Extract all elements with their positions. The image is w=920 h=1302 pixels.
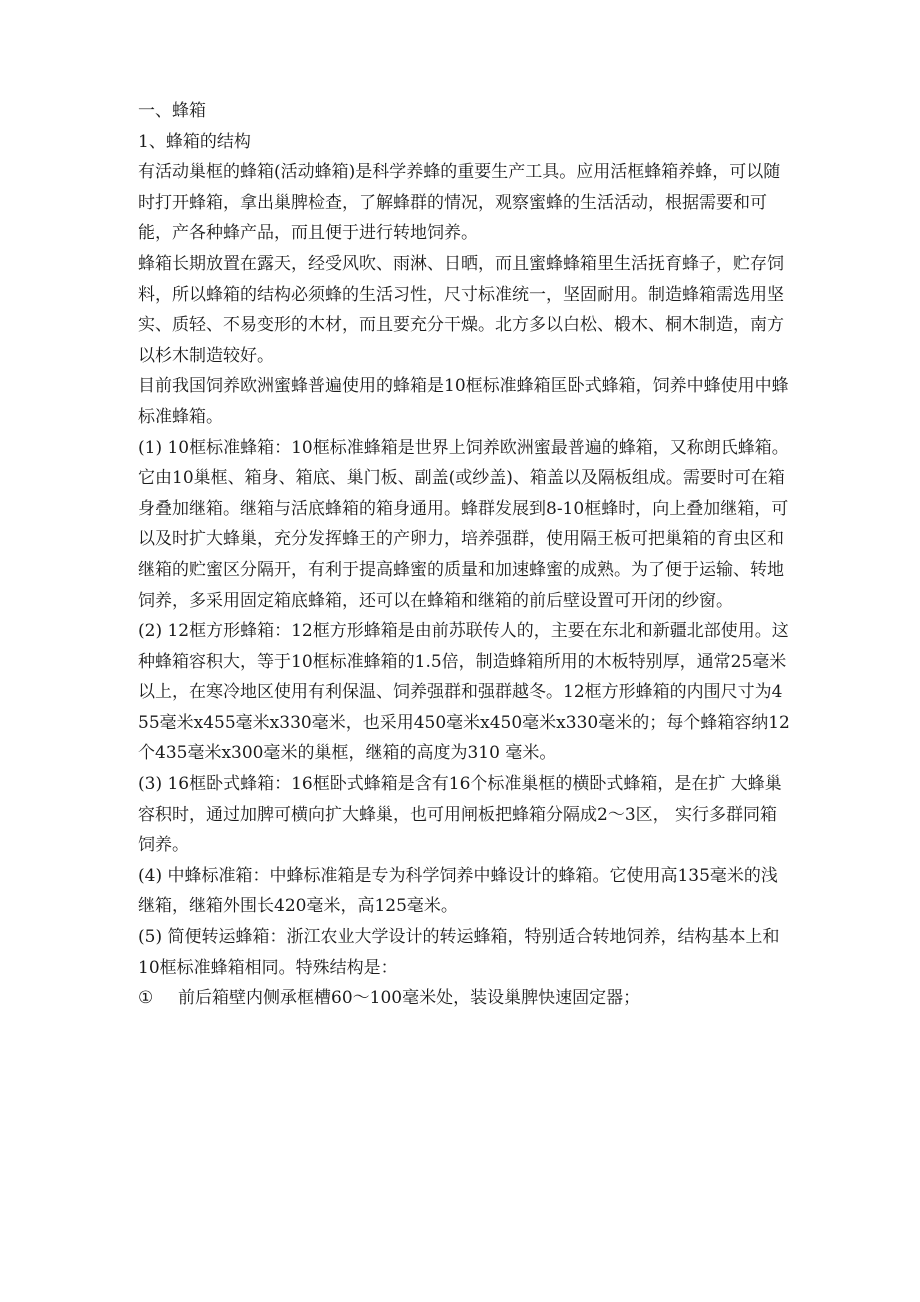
paragraph-types: 目前我国饲养欧洲蜜蜂普遍使用的蜂箱是10框标准蜂箱匡卧式蜂箱，饲养中蜂使用中蜂标准蜂箱。 (138, 376, 789, 427)
paragraph-10-frame-hive: (1) 10框标准蜂箱：10框标准蜂箱是世界上饲养欧洲蜜最普遍的蜂箱，又称朗氏蜂箱。它由10巢框、箱身、箱底、巢门板、副盖(或纱盖)、箱盖以及隔板组成。需要时可在箱身叠加继箱。继箱与活底蜂箱的箱身通用。蜂群发展到8-10框蜂时，向上叠加继箱，可以及时扩大蜂巢，充分发挥蜂王的产卵力，培养强群，使用隔王板可把巢箱的育虫区和继箱的贮蜜区分隔开，有利于提高蜂蜜的质量和加速蜂蜜的成熟。为了便于运输、转地饲养，多采用固定箱底蜂箱，还可以在蜂箱和继箱的前后壁设置可开闭的纱窗。 (138, 437, 789, 611)
subsection-title: 1、蜂箱的结构 (138, 131, 251, 152)
paragraph-12-frame-hive: (2) 12框方形蜂箱：12框方形蜂箱是由前苏联传人的，主要在东北和新疆北部使用。这种蜂箱容积大，等于10框标准蜂箱的1.5倍，制造蜂箱所用的木板特别厚，通常25毫米以上，在寒冷地区使用有利保温、饲养强群和强群越冬。12框方形蜂箱的内围尺寸为455毫米x455毫米x330毫米，也采用450毫米x450毫米x330毫米的；每个蜂箱容纳12个435毫米x300毫米的巢框，继箱的高度为310 毫米。 (138, 621, 790, 764)
list-item-marker: ① (138, 988, 154, 1009)
paragraph-transport-hive: (5) 简便转运蜂箱：浙江农业大学设计的转运蜂箱，特别适合转地饲养，结构基本上和10框标准蜂箱相同。特殊结构是： (138, 927, 780, 978)
paragraph-materials: 蜂箱长期放置在露天，经受风吹、雨淋、日晒，而且蜜蜂蜂箱里生活抚育蜂子，贮存饲料，所以蜂箱的结构必须蜂的生活习性，尺寸标准统一，坚固耐用。制造蜂箱需选用坚实、质轻、不易变形的木材，而且要充分干燥。北方多以白松、椴木、桐木制造，南方以杉木制造较好。 (138, 253, 784, 366)
paragraph-chinese-bee-hive: (4) 中蜂标准箱：中蜂标准箱是专为科学饲养中蜂设计的蜂箱。它使用高135毫米的浅继箱，继箱外围长420毫米，高125毫米。 (138, 865, 778, 917)
paragraph-16-frame-hive: (3) 16框卧式蜂箱：16框卧式蜂箱是含有16个标准巢框的横卧式蜂箱，是在扩 大蜂巢容积时，通过加脾可横向扩大蜂巢，也可用闸板把蜂箱分隔成2〜3区， 实行多群同箱饲养。 (138, 774, 782, 856)
list-item (138, 983, 790, 1014)
list-item-text: 前后箱壁内侧承框槽60〜100毫米处，装设巢脾快速固定器； (178, 988, 641, 1009)
paragraph-intro: 有活动巢框的蜂箱(活动蜂箱)是科学养蜂的重要生产工具。应用活框蜂箱养蜂，可以随时打开蜂箱，拿出巢脾检查，了解蜂群的情况，观察蜜蜂的生活活动，根据需要和可能，产各种蜂产品，而且便于进行转地饲养。 (138, 162, 781, 244)
document-body (138, 96, 790, 1014)
section-title: 一、蜂箱 (138, 101, 206, 121)
